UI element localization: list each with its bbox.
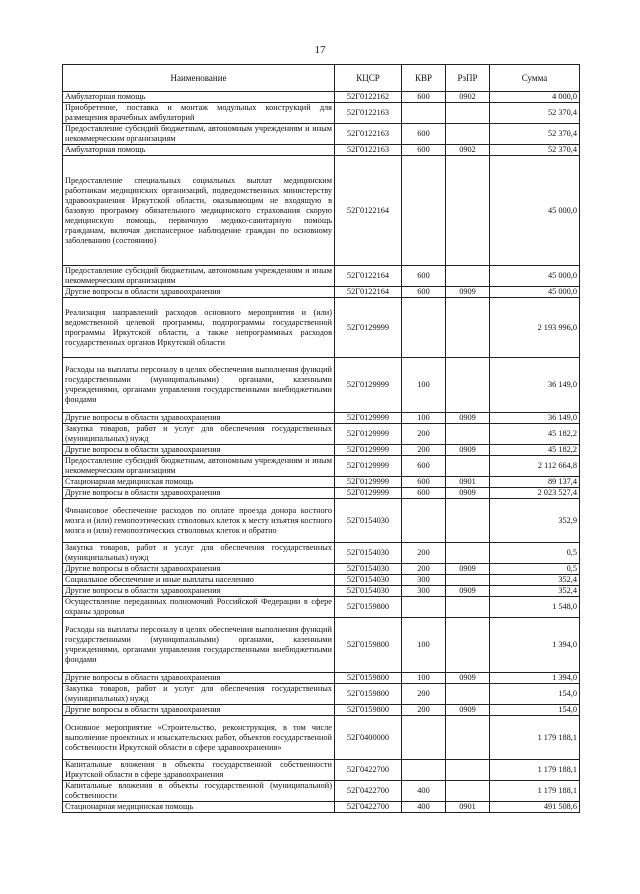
header-kvr: КВР [402,65,446,92]
row-rzpr-cell: 0901 [446,477,490,488]
header-name: Наименование [63,65,335,92]
row-sum-cell: 352,4 [490,586,580,597]
row-sum-cell: 1 179 188,1 [490,716,580,760]
row-name-cell: Капитальные вложения в объекты государственной собственности Иркутской области в сфере здравоохранения [63,760,335,781]
row-rzpr-cell: 0909 [446,564,490,575]
row-kcsr-cell: 52Г0122163 [335,103,402,124]
row-name-cell: Расходы на выплаты персоналу в целях обеспечения выполнения функций государственными (муниципальными) органами, казенными учреждениями, органами управления государственными внебюджетными фондами [63,618,335,673]
row-name-cell: Другие вопросы в области здравоохранения [63,564,335,575]
row-rzpr-cell: 0902 [446,145,490,156]
row-rzpr-cell: 0901 [446,802,490,813]
table-row [63,543,580,564]
row-name-cell: Закупка товаров, работ и услуг для обеспечения государственных (муниципальных) нужд [63,424,335,445]
row-sum-cell: 52 370,4 [490,145,580,156]
table-row [63,103,580,124]
table-row [63,488,580,499]
row-kvr-cell: 400 [402,781,446,802]
row-kvr-cell: 100 [402,413,446,424]
row-kvr-cell: 200 [402,424,446,445]
budget-table [62,64,580,813]
row-kcsr-cell: 52Г0159800 [335,705,402,716]
row-kcsr-cell: 52Г0122164 [335,266,402,287]
row-kvr-cell: 100 [402,618,446,673]
row-kcsr-cell: 52Г0154030 [335,575,402,586]
row-name-cell: Социальное обеспечение и иные выплаты населению [63,575,335,586]
row-sum-cell: 52 370,4 [490,103,580,124]
row-rzpr-cell [446,266,490,287]
row-kvr-cell: 200 [402,543,446,564]
row-kvr-cell: 200 [402,684,446,705]
row-kcsr-cell: 52Г0129999 [335,477,402,488]
row-kcsr-cell: 52Г0129999 [335,298,402,358]
row-kcsr-cell: 52Г0422700 [335,760,402,781]
table-row [63,424,580,445]
row-rzpr-cell: 0909 [446,673,490,684]
row-kvr-cell: 100 [402,358,446,413]
row-rzpr-cell [446,760,490,781]
row-rzpr-cell [446,575,490,586]
table-row [63,456,580,477]
row-rzpr-cell: 0902 [446,92,490,103]
table-row [63,684,580,705]
row-sum-cell: 2 112 664,8 [490,456,580,477]
table-row [63,477,580,488]
header-sum: Сумма [490,65,580,92]
row-kvr-cell: 100 [402,673,446,684]
row-kcsr-cell: 52Г0159800 [335,684,402,705]
row-name-cell: Капитальные вложения в объекты государственной (муниципальной) собственности [63,781,335,802]
table-row [63,145,580,156]
row-kcsr-cell: 52Г0400000 [335,716,402,760]
row-rzpr-cell [446,456,490,477]
row-kcsr-cell: 52Г0122164 [335,156,402,266]
row-name-cell: Осуществление переданных полномочий Российской Федерации в сфере охраны здоровья [63,597,335,618]
row-rzpr-cell: 0909 [446,488,490,499]
row-rzpr-cell [446,103,490,124]
row-kcsr-cell: 52Г0154030 [335,586,402,597]
row-kvr-cell: 200 [402,564,446,575]
row-sum-cell: 2 193 996,0 [490,298,580,358]
row-name-cell: Основное мероприятие «Строительство, реконструкция, в том числе выполнение проектных и изыскательских работ, объектов государственной собственности Иркутской области в сфере здравоохранения» [63,716,335,760]
row-rzpr-cell [446,684,490,705]
row-sum-cell: 36 149,0 [490,358,580,413]
row-kvr-cell [402,156,446,266]
row-sum-cell: 154,0 [490,705,580,716]
table-row [63,358,580,413]
row-kcsr-cell: 52Г0422700 [335,802,402,813]
row-name-cell: Стационарная медицинская помощь [63,477,335,488]
row-kvr-cell: 200 [402,445,446,456]
table-row [63,266,580,287]
row-kcsr-cell: 52Г0129999 [335,445,402,456]
row-kcsr-cell: 52Г0154030 [335,564,402,575]
row-kcsr-cell: 52Г0122163 [335,124,402,145]
row-sum-cell: 36 149,0 [490,413,580,424]
row-name-cell: Амбулаторная помощь [63,92,335,103]
row-name-cell: Другие вопросы в области здравоохранения [63,445,335,456]
table-row [63,156,580,266]
row-name-cell: Закупка товаров, работ и услуг для обеспечения государственных (муниципальных) нужд [63,543,335,564]
row-kvr-cell: 600 [402,92,446,103]
row-kvr-cell: 300 [402,586,446,597]
row-name-cell: Предоставление специальных социальных выплат медицинским работникам медицинских организаций, подведомственных министерству здравоохранения Иркутской области, оказывающим не входящую в базовую программу обязательного медицинского страхования скорую медицинскую помощь, первичную медико-санитарную помощь гражданам, включая диспансерное наблюдение граждан по основному заболеванию (состоянию) [63,156,335,266]
row-kvr-cell: 300 [402,575,446,586]
row-sum-cell: 89 137,4 [490,477,580,488]
row-kcsr-cell: 52Г0154030 [335,499,402,543]
row-name-cell: Приобретение, поставка и монтаж модульных конструкций для размещения врачебных амбулаторий [63,103,335,124]
row-kvr-cell: 600 [402,266,446,287]
table-row [63,564,580,575]
row-sum-cell: 491 508,6 [490,802,580,813]
row-kvr-cell [402,597,446,618]
row-rzpr-cell [446,298,490,358]
row-name-cell: Расходы на выплаты персоналу в целях обеспечения выполнения функций государственными (муниципальными) органами, казенными учреждениями, органами управления государственными внебюджетными фондами [63,358,335,413]
page-number: 17 [314,44,326,56]
row-kvr-cell: 600 [402,145,446,156]
table-row [63,499,580,543]
row-rzpr-cell: 0909 [446,287,490,298]
row-sum-cell: 52 370,4 [490,124,580,145]
row-sum-cell: 45 000,0 [490,266,580,287]
row-name-cell: Другие вопросы в области здравоохранения [63,488,335,499]
row-kcsr-cell: 52Г0122164 [335,287,402,298]
row-rzpr-cell [446,597,490,618]
row-name-cell: Предоставление субсидий бюджетным, автономным учреждениям и иным некоммерческим организациям [63,124,335,145]
table-row [63,716,580,760]
row-name-cell: Предоставление субсидий бюджетным, автономным учреждениям и иным некоммерческим организациям [63,456,335,477]
row-sum-cell: 45 182,2 [490,445,580,456]
row-name-cell: Другие вопросы в области здравоохранения [63,287,335,298]
row-kcsr-cell: 52Г0129999 [335,424,402,445]
row-kvr-cell [402,103,446,124]
row-kvr-cell: 600 [402,456,446,477]
row-sum-cell: 352,4 [490,575,580,586]
table-row [63,673,580,684]
row-rzpr-cell [446,358,490,413]
row-rzpr-cell [446,543,490,564]
row-kvr-cell [402,499,446,543]
table-row [63,760,580,781]
table-row [63,92,580,103]
row-kvr-cell [402,298,446,358]
row-kcsr-cell: 52Г0129999 [335,358,402,413]
row-name-cell: Другие вопросы в области здравоохранения [63,673,335,684]
table-row [63,586,580,597]
table-row [63,597,580,618]
row-rzpr-cell: 0909 [446,413,490,424]
row-sum-cell: 4 000,0 [490,92,580,103]
row-sum-cell: 1 179 188,1 [490,760,580,781]
row-sum-cell: 45 182,2 [490,424,580,445]
row-kcsr-cell: 52Г0159800 [335,673,402,684]
row-kcsr-cell: 52Г0122163 [335,145,402,156]
row-name-cell: Другие вопросы в области здравоохранения [63,413,335,424]
row-name-cell: Финансовое обеспечение расходов по оплате проезда донора костного мозга и (или) гемопоэтических стволовых клеток к месту изъятия костного мозга и (или) гемопоэтических стволовых клеток и обратно [63,499,335,543]
row-sum-cell: 0,5 [490,543,580,564]
row-sum-cell: 0,5 [490,564,580,575]
row-kvr-cell [402,760,446,781]
row-sum-cell: 1 394,0 [490,618,580,673]
row-sum-cell: 45 000,0 [490,287,580,298]
table-row [63,287,580,298]
row-kvr-cell: 600 [402,124,446,145]
row-kcsr-cell: 52Г0159800 [335,597,402,618]
header-rzpr: РзПР [446,65,490,92]
table-row [63,413,580,424]
row-rzpr-cell [446,618,490,673]
row-kcsr-cell: 52Г0154030 [335,543,402,564]
table-row [63,802,580,813]
row-kvr-cell [402,716,446,760]
row-rzpr-cell: 0909 [446,586,490,597]
row-kcsr-cell: 52Г0159800 [335,618,402,673]
header-kcsr: КЦСР [335,65,402,92]
row-kcsr-cell: 52Г0129999 [335,413,402,424]
table-row [63,781,580,802]
row-sum-cell: 352,9 [490,499,580,543]
row-rzpr-cell [446,424,490,445]
row-rzpr-cell [446,781,490,802]
row-rzpr-cell [446,124,490,145]
row-name-cell: Другие вопросы в области здравоохранения [63,586,335,597]
row-kcsr-cell: 52Г0122162 [335,92,402,103]
row-sum-cell: 1 548,0 [490,597,580,618]
row-name-cell: Предоставление субсидий бюджетным, автономным учреждениям и иным некоммерческим организациям [63,266,335,287]
table-row [63,445,580,456]
row-rzpr-cell [446,499,490,543]
table-header-row [63,65,580,92]
row-sum-cell: 45 000,0 [490,156,580,266]
table-row [63,575,580,586]
row-rzpr-cell: 0909 [446,445,490,456]
row-name-cell: Амбулаторная помощь [63,145,335,156]
table-row [63,298,580,358]
row-sum-cell: 1 179 188,1 [490,781,580,802]
row-kvr-cell: 600 [402,477,446,488]
row-kvr-cell: 400 [402,802,446,813]
row-name-cell: Другие вопросы в области здравоохранения [63,705,335,716]
row-kcsr-cell: 52Г0129999 [335,456,402,477]
row-rzpr-cell [446,156,490,266]
row-kcsr-cell: 52Г0422700 [335,781,402,802]
table-row [63,705,580,716]
row-sum-cell: 1 394,0 [490,673,580,684]
row-name-cell: Стационарная медицинская помощь [63,802,335,813]
row-rzpr-cell: 0909 [446,705,490,716]
row-kcsr-cell: 52Г0129999 [335,488,402,499]
row-kvr-cell: 600 [402,287,446,298]
row-kvr-cell: 600 [402,488,446,499]
table-row [63,124,580,145]
row-rzpr-cell [446,716,490,760]
row-name-cell: Закупка товаров, работ и услуг для обеспечения государственных (муниципальных) нужд [63,684,335,705]
row-sum-cell: 154,0 [490,684,580,705]
row-name-cell: Реализация направлений расходов основного мероприятия и (или) ведомственной целевой программы, подпрограммы государственной программы Иркутской области, а также непрограммных расходов государственных органов Иркутской области [63,298,335,358]
row-kvr-cell: 200 [402,705,446,716]
table-row [63,618,580,673]
row-sum-cell: 2 023 527,4 [490,488,580,499]
